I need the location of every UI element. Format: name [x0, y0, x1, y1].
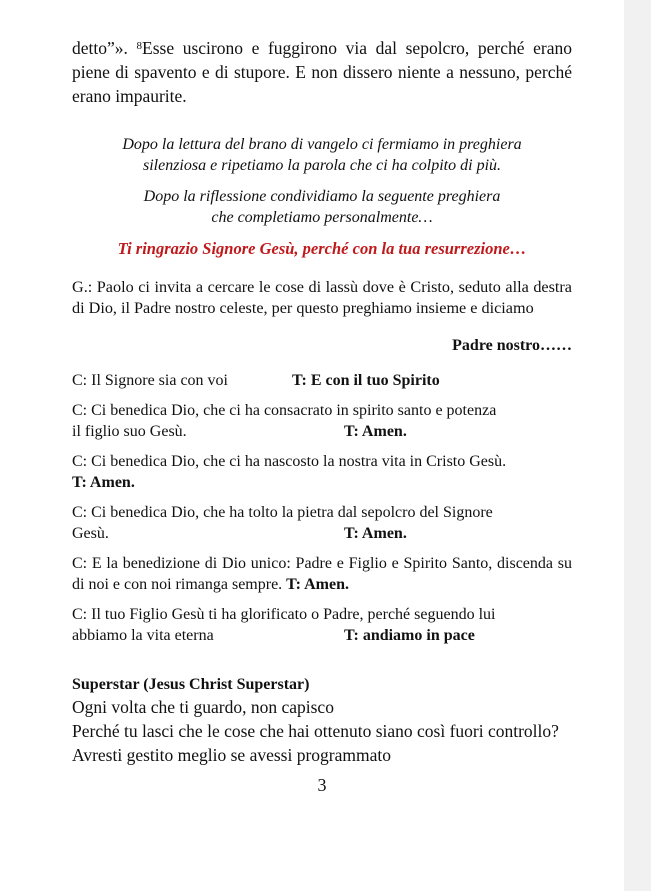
- instruction-silence-line-2: silenziosa e ripetiamo la parola che ci ha colpito di più.: [142, 157, 502, 174]
- instruction-share-line-1: Dopo la riflessione condividiamo la seguente preghiera: [143, 188, 501, 205]
- blessing-6-response: T: andiamo in pace: [344, 627, 475, 644]
- verse-number: 8: [136, 40, 143, 52]
- blessing-4: [72, 502, 572, 544]
- page-number: 3: [317, 775, 327, 795]
- blessing-5: [72, 553, 572, 595]
- gospel-passage: [72, 34, 572, 108]
- blessing-4-celebrant: C: Ci benedica Dio, che ha tolto la pietra dal sepolcro del Signore: [72, 504, 493, 521]
- blessing-6-celebrant-cont: abbiamo la vita eterna: [72, 627, 214, 644]
- song-line: Ogni volta che ti guardo, non capisco: [72, 697, 334, 717]
- blessing-4-celebrant-cont: Gesù.: [72, 525, 109, 542]
- blessing-2-celebrant: C: Ci benedica Dio, che ci ha consacrato in spirito santo e potenza: [72, 402, 497, 419]
- song-line: Perché tu lasci che le cose che hai ottenuto siano così fuori controllo?: [72, 721, 559, 741]
- instruction-share: [72, 186, 572, 228]
- viewer-gutter: [624, 0, 651, 891]
- guide-invitation: G.: Paolo ci invita a cercare le cose di lassù dove è Cristo, seduto alla destra di Dio, il Padre nostro celeste, per questo preghiamo insieme e diciamo: [72, 278, 572, 317]
- blessing-5-celebrant: C: E la benedizione di Dio unico: Padre e Figlio e Spirito Santo, discenda su di noi e con noi rimanga sempre.: [72, 555, 572, 593]
- blessing-6: [72, 604, 572, 646]
- page-content: [72, 34, 572, 796]
- blessing-5-response: T: Amen.: [286, 576, 349, 593]
- blessing-1: [72, 370, 572, 391]
- instruction-share-line-2: che completiamo personalmente…: [211, 209, 433, 226]
- blessing-2-response: T: Amen.: [344, 423, 407, 440]
- our-father: Padre nostro……: [452, 337, 572, 354]
- instruction-silence: [72, 134, 572, 176]
- blessing-3: [72, 451, 572, 493]
- blessing-2-celebrant-cont: il figlio suo Gesù.: [72, 423, 187, 440]
- blessing-6-celebrant: C: Il tuo Figlio Gesù ti ha glorificato o Padre, perché seguendo lui: [72, 606, 496, 623]
- blessing-3-response: T: Amen.: [72, 474, 135, 491]
- thanks-prayer: Ti ringrazio Signore Gesù, perché con la tua resurrezione…: [117, 239, 527, 258]
- gospel-text-before: detto”».: [72, 38, 137, 58]
- song-title: Superstar (Jesus Christ Superstar): [72, 676, 310, 693]
- instruction-silence-line-1: Dopo la lettura del brano di vangelo ci fermiamo in preghiera: [122, 136, 522, 153]
- blessing-3-celebrant: C: Ci benedica Dio, che ci ha nascosto la nostra vita in Cristo Gesù.: [72, 453, 507, 470]
- song-line: Avresti gestito meglio se avessi programmato: [72, 745, 391, 765]
- blessing-4-response: T: Amen.: [344, 525, 407, 542]
- blessing-1-celebrant: C: Il Signore sia con voi: [72, 372, 228, 389]
- gospel-text-after: Esse uscirono e fuggirono via dal sepolcro, perché erano piene di spavento e di stupore. E non dissero niente a nessuno, perché erano impaurite.: [72, 38, 573, 106]
- blessing-2: [72, 400, 572, 442]
- blessing-1-response: T: E con il tuo Spirito: [292, 372, 440, 389]
